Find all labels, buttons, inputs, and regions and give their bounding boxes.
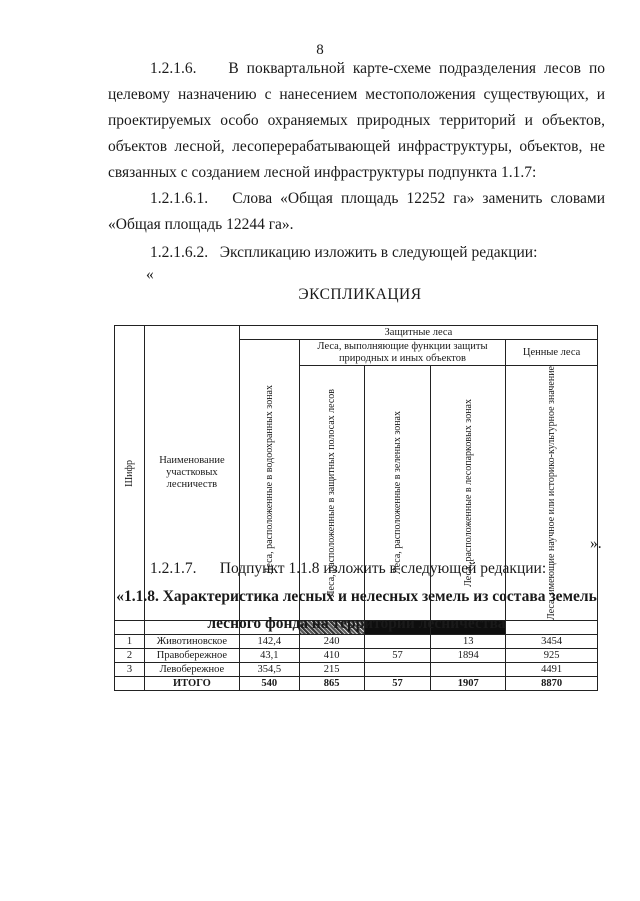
page-number: 8 <box>316 42 324 58</box>
header-valuable-forests: Ценные леса <box>506 340 598 366</box>
table-row: 3 Левобережное 354,5 215 4491 <box>115 663 598 677</box>
paragraph-1-2-1-6: 1.2.1.6. В поквартальной карте-схеме подразделения лесов по целевому назначению с нанесением местоположения существующих, и проектируемых особо охраняемых природных территорий и объектов, объектов лесной, лесоперерабатывающей инфраструктуры, объектов, не связанных с созданием лесной инфраструктуры подпункта 1.1.7: <box>108 60 605 181</box>
paragraph-1-2-1-6-1: 1.2.1.6.1. Слова «Общая площадь 12252 га» заменить словами «Общая площадь 12244 га». <box>108 190 605 233</box>
table-row: 2 Правобережное 43,1 410 57 1894 925 <box>115 649 598 663</box>
section-heading-1-1-8: «1.1.8. Характеристика лесных и нелесных земель из состава земель лесного фонда на территории лесничества <box>116 588 597 632</box>
header-water-zones: Леса, расположенные в водоохранных зонах <box>239 340 299 621</box>
header-park-zones: Леса, расположенные в лесопарковых зонах <box>431 366 506 621</box>
header-protective-strips: Леса, расположенные в защитных полосах лесов <box>299 366 364 621</box>
paragraph-1-2-1-7: 1.2.1.7. Подпункт 1.1.8 изложить в следующей редакции: <box>150 560 547 577</box>
quote-open: « <box>146 266 154 283</box>
table-row: 1 Животиновское 142,4 240 13 3454 <box>115 635 598 649</box>
table-total-row: ИТОГО 540 865 57 1907 8870 <box>115 677 598 691</box>
paragraph-1-2-1-6-2: 1.2.1.6.2. Экспликацию изложить в следующей редакции: <box>150 244 538 261</box>
header-name: Наименование участковых лесничеств <box>144 326 239 621</box>
header-protective-forests: Защитные леса <box>239 326 597 340</box>
quote-close: ». <box>590 535 602 552</box>
explication-heading: ЭКСПЛИКАЦИЯ <box>298 286 422 303</box>
header-green-zones: Леса, расположенные в зеленых зонах <box>364 366 431 621</box>
header-cultural-value: Леса, имеющие научное или историко-культурное значение <box>506 366 598 621</box>
header-protection-functions: Леса, выполняющие функции защиты природных и иных объектов <box>299 340 505 366</box>
header-shifr: Шифр <box>115 326 145 621</box>
